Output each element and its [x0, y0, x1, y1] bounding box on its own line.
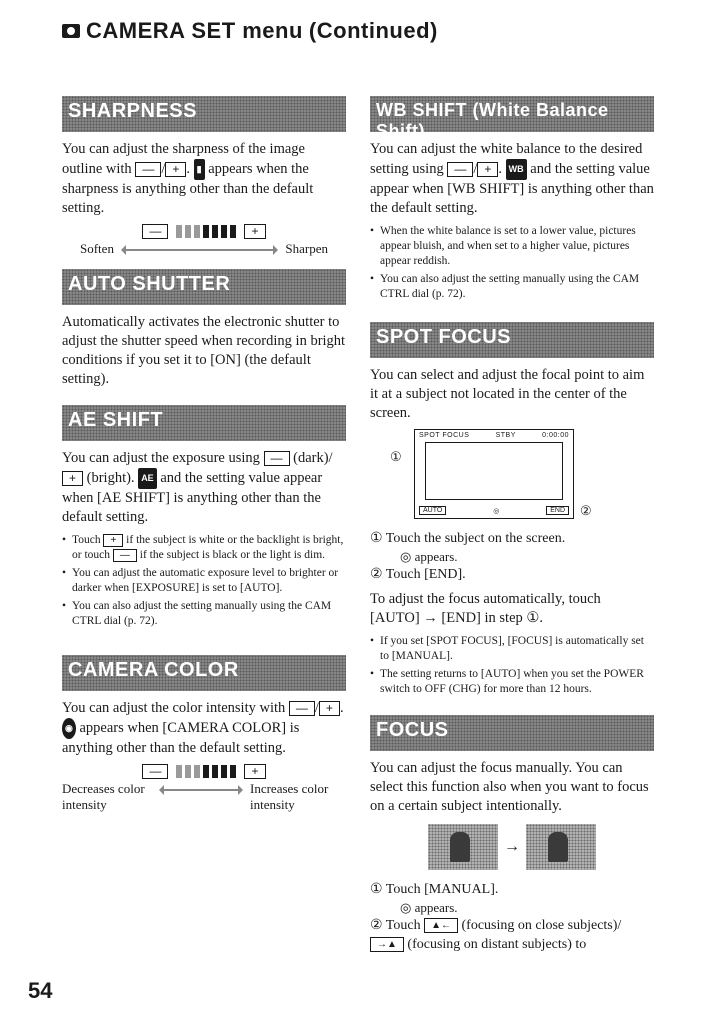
spot-auto-text: To adjust the focus automatically, touch [AUTO] → [END] in step ①.: [370, 591, 601, 626]
spot-step-2: ② Touch [END].: [370, 567, 466, 582]
plus-button-icon: +: [103, 534, 123, 547]
lcd-screen-diagram: [414, 429, 574, 519]
close-focus-icon: ▲←: [424, 918, 458, 933]
callout-1: ①: [390, 449, 402, 464]
spot-step-1-sub: ◎ appears.: [400, 549, 458, 564]
focus-icon: ◎: [400, 549, 415, 564]
section-camera-color: [62, 655, 346, 813]
scale-minus-icon: —: [142, 764, 168, 779]
wb-indicator-icon: WB: [506, 159, 527, 180]
spot-focus-heading: SPOT FOCUS: [370, 322, 654, 358]
ae-note-1: • Touch + if the subject is white or the backlight is bright, or touch — if the subject is black or the light is dim.: [62, 533, 346, 563]
section-ae-shift: [62, 405, 346, 629]
page-number: 54: [28, 978, 53, 1003]
camera-color-body: You can adjust the color intensity with — / + . ◉ appears when [CAMERA COLOR] is anything other than the default setting.: [62, 700, 344, 756]
ae-shift-body: You can adjust the exposure using — (dark)/+ (bright). AE and the setting value appear when [AE SHIFT] is anything other than the default setting.: [62, 450, 333, 525]
section-auto-shutter: [62, 269, 346, 389]
focus-photos: [428, 824, 654, 870]
focus-icon: ◎: [400, 900, 415, 915]
focus-heading: FOCUS: [370, 715, 654, 751]
plus-button-icon: +: [165, 162, 186, 177]
focus-step-1-sub: ◎ appears.: [400, 900, 458, 915]
spot-focus-diagram-wrap: [370, 429, 654, 519]
arrow-icon: →: [504, 838, 520, 855]
focus-step-2-cont: →▲ (focusing on distant subjects) to: [370, 935, 654, 954]
lcd-top-bar: SPOT FOCUS STBY 0:00:00: [419, 432, 569, 439]
soften-label: Soften: [80, 241, 114, 256]
section-focus: [370, 715, 654, 954]
camera-color-heading: CAMERA COLOR: [62, 655, 346, 691]
increase-label: Increases color intensity: [250, 781, 329, 812]
double-arrow-icon: [160, 789, 242, 791]
ae-note-2: • You can adjust the automatic exposure level to brighter or darker when [EXPOSURE] is set to [AUTO].: [62, 566, 346, 596]
distant-focus-icon: →▲: [370, 937, 404, 952]
sharpness-body: You can adjust the sharpness of the image outline with — / + . ▮ appears when the sharpness is anything other than the default setting.: [62, 141, 314, 216]
scale-minus-icon: —: [142, 224, 168, 239]
ae-shift-notes: [62, 533, 346, 629]
scale-plus-icon: +: [244, 764, 265, 779]
spot-focus-body: You can select and adjust the focal point to aim it at a subject not located in the center of the screen.: [370, 367, 645, 421]
focus-step-2: ② Touch ▲← (focusing on close subjects)/: [370, 918, 622, 933]
photo-far: [526, 824, 596, 870]
scale-plus-icon: +: [244, 224, 265, 239]
spot-step-1: ① Touch the subject on the screen.: [370, 531, 566, 546]
minus-button-icon: —: [264, 451, 290, 466]
minus-button-icon: —: [447, 162, 473, 177]
minus-button-icon: —: [113, 549, 137, 562]
page-header: [62, 18, 438, 44]
ae-indicator-icon: AE: [138, 468, 157, 489]
color-scale-labels: [62, 781, 346, 813]
sharpness-scale-labels: [80, 241, 328, 257]
camera-icon: [62, 24, 80, 38]
lcd-frame: [425, 442, 563, 500]
plus-button-icon: +: [477, 162, 498, 177]
lcd-bottom-bar: [419, 506, 569, 515]
sharpness-scale: [62, 224, 346, 239]
spot-focus-icon: ◎: [493, 507, 500, 515]
spot-note-2: • The setting returns to [AUTO] when you set the POWER switch to OFF (CHG) for more than 12 hours.: [370, 667, 654, 697]
page-title: CAMERA SET menu: [86, 18, 303, 43]
ae-note-3: • You can also adjust the setting manually using the CAM CTRL dial (p. 72).: [62, 599, 346, 629]
photo-near: [428, 824, 498, 870]
sharpness-indicator-icon: ▮: [194, 159, 205, 180]
color-scale: [62, 764, 346, 779]
section-sharpness: [62, 96, 346, 257]
minus-button-icon: —: [135, 162, 161, 177]
auto-shutter-body: Automatically activates the electronic shutter to adjust the shutter speed when recording in bright conditions if you set it to [ON] (the default setting).: [62, 314, 346, 387]
color-indicator-icon: ◉: [62, 718, 76, 739]
scale-bars-icon: [176, 765, 236, 778]
page-title-continued: (Continued): [308, 18, 438, 43]
spot-focus-notes: [370, 634, 654, 697]
scale-bars-icon: [176, 225, 236, 238]
wb-shift-notes: [370, 224, 654, 302]
auto-button[interactable]: AUTO: [419, 506, 446, 515]
ae-shift-heading: AE SHIFT: [62, 405, 346, 441]
wb-shift-body: You can adjust the white balance to the desired setting using — / + . WB and the setting value appear when [WB SHIFT] is anything other than the default setting.: [370, 141, 654, 216]
sharpen-label: Sharpen: [285, 241, 328, 256]
auto-shutter-heading: AUTO SHUTTER: [62, 269, 346, 305]
end-button[interactable]: END: [546, 506, 569, 515]
spot-note-1: • If you set [SPOT FOCUS], [FOCUS] is automatically set to [MANUAL].: [370, 634, 654, 664]
plus-button-icon: +: [319, 701, 340, 716]
right-column: [370, 96, 654, 954]
double-arrow-icon: [122, 249, 277, 251]
left-column: [62, 96, 346, 813]
minus-button-icon: —: [289, 701, 315, 716]
wb-note-2: • You can also adjust the setting manually using the CAM CTRL dial (p. 72).: [370, 272, 654, 302]
sharpness-heading: SHARPNESS: [62, 96, 346, 132]
callout-2: ②: [580, 503, 592, 518]
section-wb-shift: [370, 96, 654, 302]
wb-shift-heading: WB SHIFT (White Balance Shift): [370, 96, 654, 132]
focus-step-1: ① Touch [MANUAL].: [370, 882, 499, 897]
wb-note-1: • When the white balance is set to a lower value, pictures appear bluish, and when set to a higher value, pictures appear reddish.: [370, 224, 654, 269]
section-spot-focus: [370, 322, 654, 697]
focus-body: You can adjust the focus manually. You can select this function also when you want to focus on a certain subject intentionally.: [370, 760, 649, 814]
plus-button-icon: +: [62, 471, 83, 486]
decrease-label: Decreases color intensity: [62, 781, 145, 812]
